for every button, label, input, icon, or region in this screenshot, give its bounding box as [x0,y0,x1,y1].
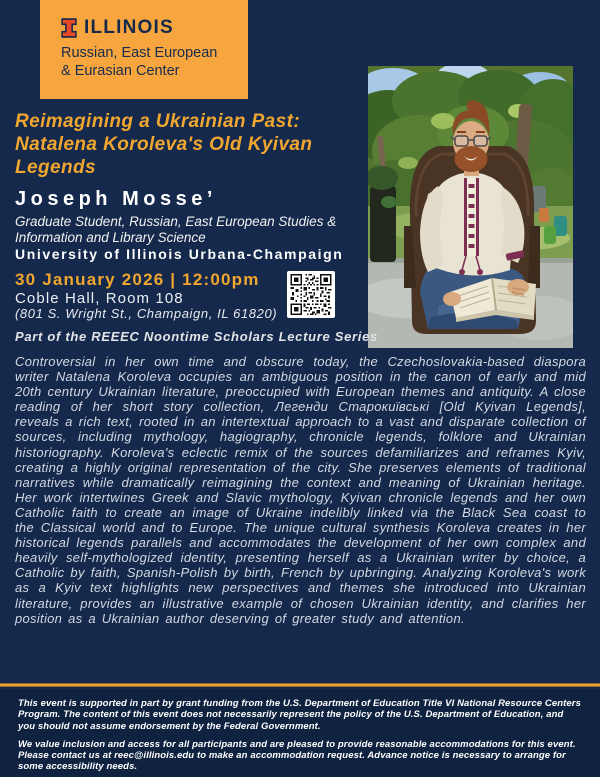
qr-code [287,271,335,318]
event-address: (801 S. Wright St., Champaign, IL 61820) [15,306,278,321]
center-name-line1: Russian, East European [61,45,218,61]
speaker-role-line1: Graduate Student, Russian, East European Studies & [15,214,337,229]
brand-wordmark: ILLINOIS [84,17,174,38]
event-venue: Coble Hall, Room 108 [15,290,184,307]
speaker-name: Joseph Mosse’ [15,188,217,210]
speaker-roles [15,214,336,246]
series-label: Part of the REEEC Noontime Scholars Lecture Series [15,329,378,344]
speaker-photo [368,66,573,348]
speaker-role-line2: Information and Library Science [15,230,206,245]
lecture-title-line1: Reimagining a Ukrainian Past: [15,111,301,132]
brand-header [40,0,248,99]
lecture-title-line3: Legends [15,157,96,178]
lecture-title-line2: Natalena Koroleva's Old Kyivan [15,134,313,155]
footer [0,689,600,777]
center-name-line2: & Eurasian Center [61,62,180,79]
lecture-title [15,110,367,179]
block-i-icon [61,18,77,38]
footer-accessibility-note: We value inclusion and access for all participants and are pleased to provide reasonable accommodations for this event. Please contact us at reec@illinois.edu to make an accommodation request. Advance notice is necessary to arrange for some accessibility needs. [18,738,576,773]
abstract-text: Controversial in her own time and obscure today, the Czechoslovakia-based diaspora writer Natalena Koroleva occupies an ambiguous position in the canon of early and mid 20th century Ukrainian literature, preoccupied with European themes and antiquity. A close reading of her short story collection, Легенди Старокиївські [Old Kyivan Legends], reveals a rich text, rooted in an intertextual approach to a vast and disparate collection of sources, including mythology, hagiography, chronicle legends, folklore and Ukrainian historiography. Koroleva's eclectic remix of the sources defamiliarizes and reframes Kyiv, creating a highly original representation of the city. She preserves elements of traditional narratives while dramatically reimagining the context and meaning of Ukrainian heritage. Her work intertwines Greek and Slavic mythology, Kyivan chronicle legends and her own Catholic faith to create an image of Ukraine indelibly linked via the Black Sea coast to the Classical world and to Europe. The unique cultural synthesis Koroleva creates in her historical legends parallels and accommodates the development of her own complex and heavily self-mythologized identity, presenting herself as a Ukrainian writer by choice, a Catholic by faith, Spanish-Polish by birth, French by upbringing. Analyzing Koroleva's work as a Kyiv text highlights new perspectives and themes she introduced into Ukrainian literature, provides an illustrative example of chosen Ukrainian identity, and clarifies her position as a Ukrainian author deserving of greater study and attention. [15,354,586,626]
event-datetime: 30 January 2026 | 12:00pm [15,270,260,289]
gold-divider [0,683,600,687]
footer-funding-note: This event is supported in part by grant funding from the U.S. Department of Education Title VI National Resource Centers Program. The content of this event does not necessarily represent the policy of the U.S. Department of Education, and you should not assume endorsement by the Federal Government. [18,698,581,732]
speaker-affiliation: University of Illinois Urbana-Champaign [15,246,344,262]
